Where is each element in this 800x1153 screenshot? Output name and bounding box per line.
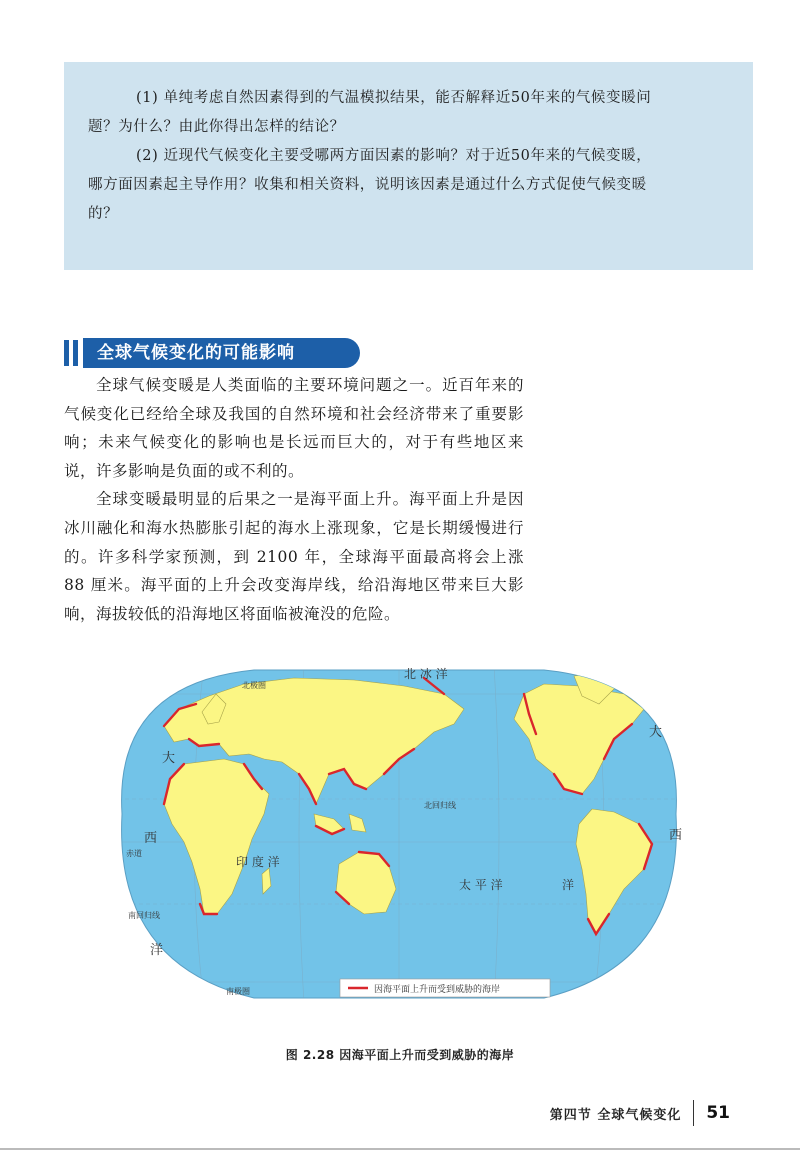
page-number: 51 [706,1103,730,1123]
world-map [104,664,694,1004]
paragraph-2: 全球变暖最明显的后果之一是海平面上升。海平面上升是因冰川融化和海水热膨胀引起的海水上涨现象，它是长期缓慢进行的。许多科学家预测，到 2100 年，全球海平面最高将会上涨 88 厘米。海平面的上升会改变海岸线，给沿海地区带来巨大影响，海拔较低的沿海地区将面临被淹没的危险。 [64,490,524,623]
question-2-line-2: 哪方面因素起主导作用？收集和相关资料，说明该因素是通过什么方式促使气候变暖 [88,177,647,193]
antarctic-circle-label: 南极圈 [226,987,250,996]
footer-section-label: 第四节 全球气候变化 [549,1107,682,1123]
indian-ocean-label: 印 度 洋 [236,855,280,869]
atlantic-left-label-1: 大 [162,751,176,766]
question-2-line-3: 的？ [88,206,119,222]
body-text [64,371,524,628]
header-bar-decoration [64,340,69,366]
atlantic-left-label-3: 洋 [150,943,164,958]
legend-label: 因海平面上升而受到威胁的海岸 [374,985,501,995]
atlantic-right-label-2: 西 [669,828,683,843]
question-1-line-2: 题？为什么？由此你得出怎样的结论？ [88,119,345,135]
pacific-ocean-label: 太 平 洋 [459,878,503,892]
question-2-line-1: (2) 近现代气候变化主要受哪两方面因素的影响？对于近50年来的气候变暖， [136,148,652,164]
tropic-capricorn-label: 南回归线 [128,911,160,920]
world-map-figure [104,664,694,1004]
map-legend [340,979,550,997]
question-1-line-1: (1) 单纯考虑自然因素得到的气温模拟结果，能否解释近50年来的气候变暖问 [136,90,652,106]
atlantic-left-label-2: 西 [144,831,158,846]
equator-label: 赤道 [126,849,142,858]
tropic-cancer-label: 北回归线 [424,801,456,810]
footer-rule [0,1148,800,1150]
footer-divider [693,1100,694,1126]
section-header [64,338,364,368]
figure-caption: 图 2.28 因海平面上升而受到威胁的海岸 [285,1048,515,1062]
atlantic-right-label-1: 大 [649,725,663,740]
arctic-ocean-label: 北 冰 洋 [404,667,448,681]
page-footer [550,1099,730,1127]
section-title: 全球气候变化的可能影响 [83,338,360,368]
paragraph-1: 全球气候变暖是人类面临的主要环境问题之一。近百年来的气候变化已经给全球及我国的自然环境和社会经济带来了重要影响；未来气候变化的影响也是长远而巨大的，对于有些地区来说，许多影响是负面的或不利的。 [64,376,524,480]
arctic-circle-label: 北极圈 [242,681,266,690]
pacific-right-label: 洋 [562,878,575,892]
header-bar-decoration [73,340,78,366]
questions-box [64,62,753,270]
